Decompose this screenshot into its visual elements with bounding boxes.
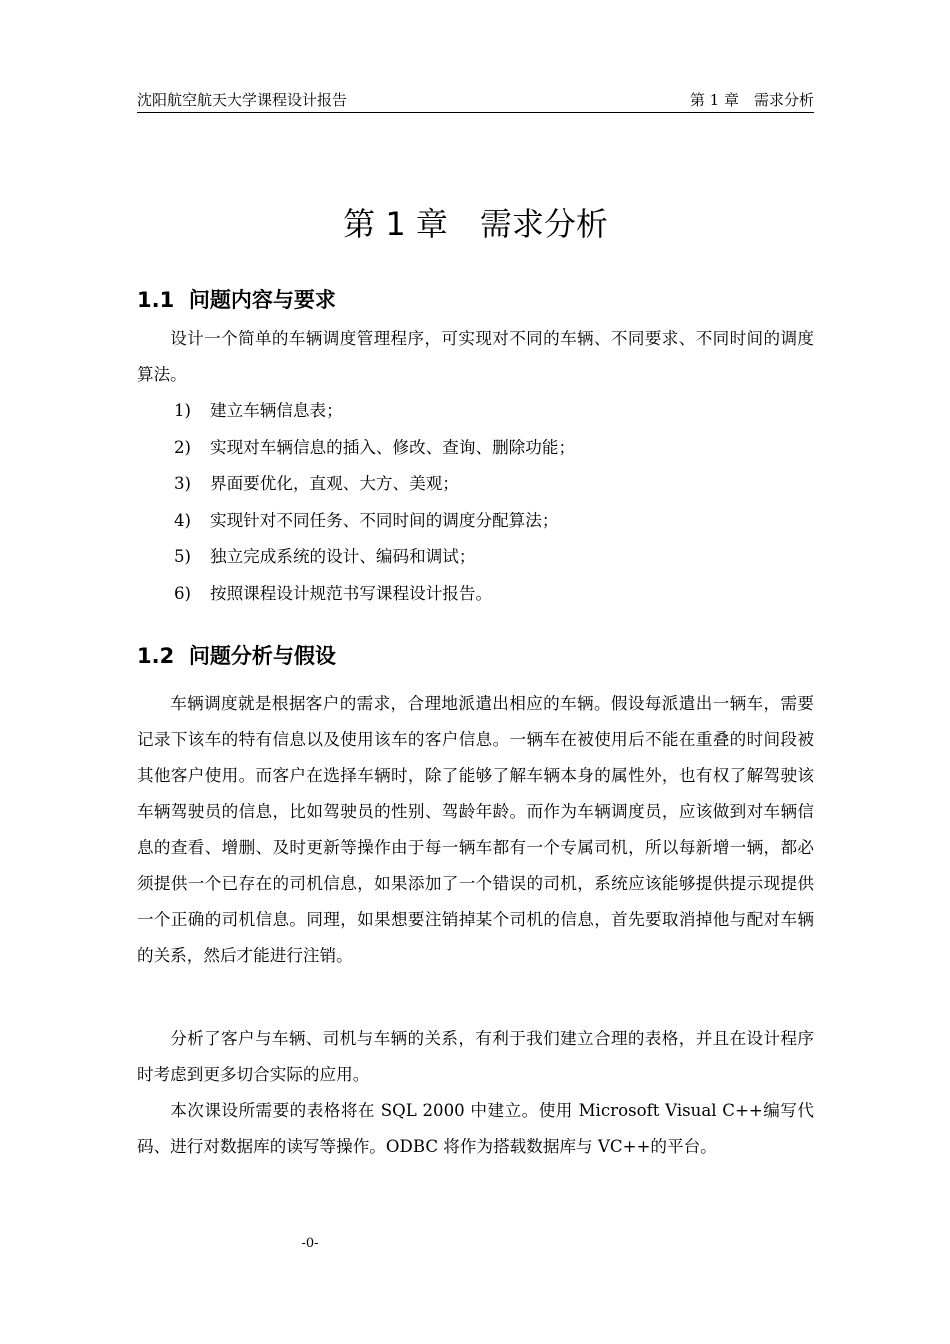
list-item	[174, 466, 814, 503]
list-item	[174, 539, 814, 576]
list-item-text: 界面要优化，直观、大方、美观；	[210, 474, 459, 494]
list-item-number: 6)	[174, 583, 192, 603]
body-paragraph: 车辆调度就是根据客户的需求，合理地派遣出相应的车辆。假设每派遣出一辆车，需要记录下该车的特有信息以及使用该车的客户信息。一辆车在被使用后不能在重叠的时间段被其他客户使用。而客户在选择车辆时，除了能够了解车辆本身的属性外，也有权了解驾驶该车辆驾驶员的信息，比如驾驶员的性别、驾龄年龄。而作为车辆调度员，应该做到对车辆信息的查看、增删、及时更新等操作由于每一辆车都有一个专属司机，所以每新增一辆，都必须提供一个已存在的司机信息，如果添加了一个错误的司机，系统应该能够提供提示现提供一个正确的司机信息。同理，如果想要注销掉某个司机的信息，首先要取消掉他与配对车辆的关系，然后才能进行注销。	[137, 694, 814, 965]
section-title-1-2: 1.2 问题分析与假设	[137, 644, 336, 668]
list-item-text: 独立完成系统的设计、编码和调试；	[210, 547, 476, 567]
chapter-title: 第 1 章 需求分析	[343, 205, 608, 243]
list-item	[174, 393, 814, 430]
list-item-text: 实现对车辆信息的插入、修改、查询、删除功能；	[210, 437, 576, 457]
list-item	[174, 503, 814, 540]
list-item	[174, 576, 814, 613]
section1-intro-paragraph: 设计一个简单的车辆调度管理程序，可实现对不同的车辆、不同要求、不同时间的调度算法。	[137, 329, 814, 384]
list-item-number: 4)	[174, 510, 192, 530]
body-paragraph: 分析了客户与车辆、司机与车辆的关系，有利于我们建立合理的表格，并且在设计程序时考虑到更多切合实际的应用。	[137, 1029, 814, 1084]
header-right-text: 第 1 章 需求分析	[689, 91, 814, 109]
list-item-text: 按照课程设计规范书写课程设计报告。	[210, 583, 493, 603]
running-header	[137, 88, 814, 113]
list-item-number: 5)	[174, 547, 192, 567]
section-title-1-1: 1.1 问题内容与要求	[137, 288, 336, 312]
body-paragraph: 本次课设所需要的表格将在 SQL 2000 中建立。使用 Microsoft Visual C++编写代码、进行对数据库的读写等操作。ODBC 将作为搭载数据库与 VC++的平台。	[137, 1101, 814, 1156]
list-item-number: 1)	[174, 401, 192, 420]
list-item	[174, 430, 814, 467]
requirements-list	[174, 393, 814, 613]
list-item-number: 3)	[174, 474, 192, 494]
page-number: -0-	[301, 1236, 319, 1251]
list-item-text: 建立车辆信息表；	[210, 401, 343, 420]
list-item-number: 2)	[174, 437, 192, 457]
list-item-text: 实现针对不同任务、不同时间的调度分配算法；	[210, 510, 559, 530]
header-left-text: 沈阳航空航天大学课程设计报告	[137, 91, 348, 109]
